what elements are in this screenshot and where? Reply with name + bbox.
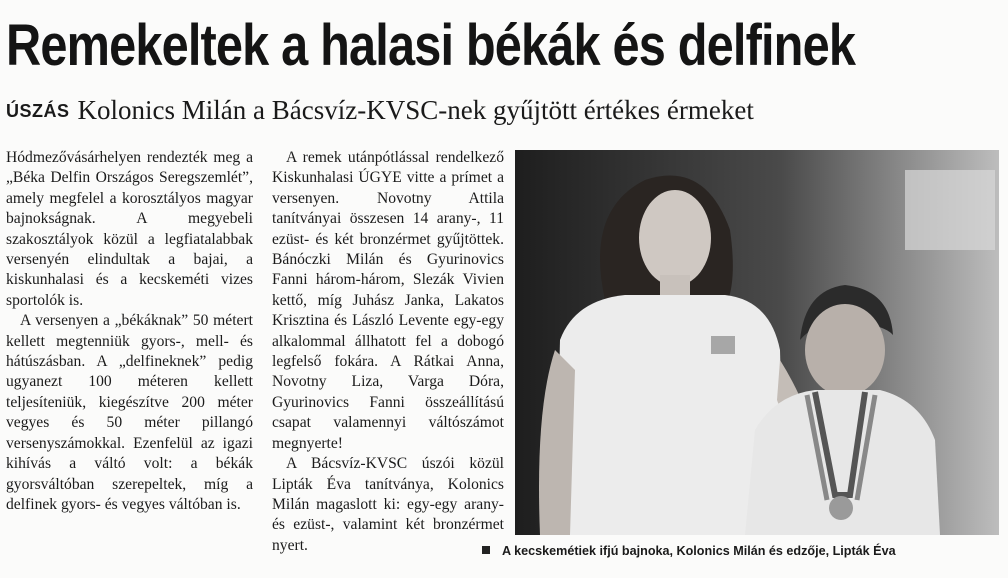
paragraph: A Bácsvíz-KVSC úszói közül Lipták Éva tanítványa, Kolonics Milán magaslott ki: egy-egy arany- és ezüst-, valamint két bronzérmet nyert. xyxy=(272,455,504,554)
paragraph: A remek utánpótlással rendelkező Kiskunhalasi ÚGYE vitte a prímet a versenyen. Novotny Attila tanítványai összesen 14 arany-, 11 ezüst- és két bronzérmet gyűjtöttek. Bánóczki Milán és Gyurinovics Fanni három-három, Slezák Vivien kettő, míg Juhász Janka, Lakatos Krisztina és László Levente egy-egy alkalommal állhatott fel a dobogó legfelső fokára. A Rátkai Anna, Novotny Liza, Varga Dóra, Gyurinovics Fanni összeállítású csapat valamennyi váltószámot megnyerte! xyxy=(272,149,504,452)
photo-illustration xyxy=(515,150,999,535)
subheadline-text: Kolonics Milán a Bácsvíz-KVSC-nek gyűjtött értékes érmeket xyxy=(77,95,754,125)
paragraph: Hódmezővásárhelyen rendezték meg a „Béka Delfin Országos Seregszemlét”, amely megfelel a korosztályos magyar bajnokságnak. A megyebeli szakosztályok közül a legfiatalabbak versenyén elindultak a bajai, a kiskunhalasi és a kecskeméti vizes sportolók is. xyxy=(6,149,253,309)
subheadline xyxy=(6,92,1006,129)
article-column-2 xyxy=(272,148,504,556)
paragraph: A versenyen a „békáknak” 50 métert kellett megtenniük gyors-, mell- és hátúszásban. A „delfineknek” pedig ugyanezt 100 méteren kellett teljesíteniük, kiegészítve 200 méter vegyes és 50 méter pillangó versenyszámokkal. Ezenfelül az igazi kihívás a váltó volt: a békák gyorsváltóban szerepeltek, míg a delfinek gyors- és vegyes váltóban is. xyxy=(6,312,253,513)
window-light xyxy=(905,170,995,250)
photo-caption-text: A kecskemétiek ifjú bajnoka, Kolonics Milán és edzője, Lipták Éva xyxy=(502,544,896,558)
headline: Remekeltek a halasi békák és delfinek xyxy=(6,13,856,78)
article-column-1 xyxy=(6,148,253,515)
section-kicker: ÚSZÁS xyxy=(6,101,70,121)
article-photo xyxy=(515,150,999,535)
photo-caption xyxy=(482,542,1002,560)
caption-bullet xyxy=(482,546,490,554)
